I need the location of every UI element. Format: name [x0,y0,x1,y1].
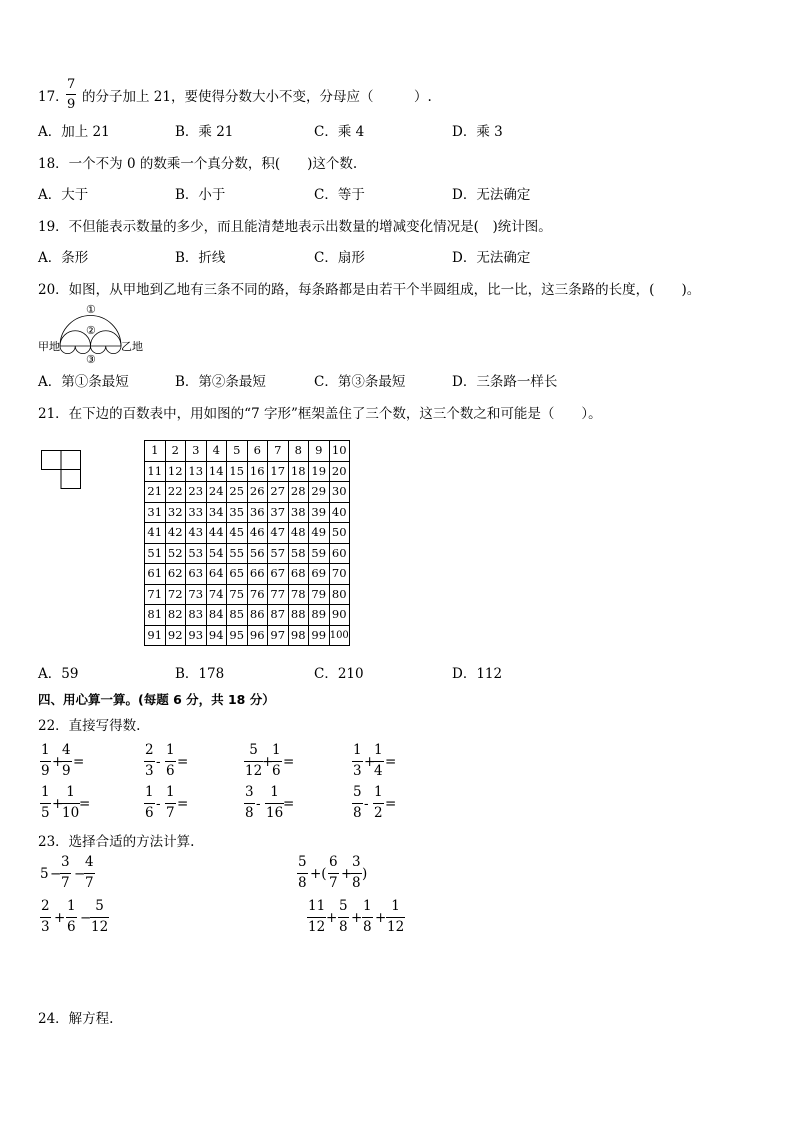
grid-cell: 100 [329,625,350,646]
equals-sign: = [283,796,295,812]
frac-numerator: 5 [249,742,258,758]
q17-text: 的分子加上 21，要使得分数大小不变，分母应（ ）. [82,89,432,105]
grid-cell: 21 [145,482,166,503]
operator: + [52,796,64,812]
section-4-title: 四、用心算一算。(每题 6 分，共 18 分） [38,692,275,707]
e2-frac3-d: 8 [352,874,361,891]
fraction-a [244,786,255,820]
frac-denominator: 12 [245,762,263,779]
frac-numerator: 1 [353,742,362,758]
frac-denominator: 3 [353,762,362,779]
grid-cell: 39 [309,502,330,523]
grid-row [145,441,350,462]
fraction-b [373,744,384,778]
q18-text: 18．一个不为 0 的数乘一个真分数，积( )这个数. [38,156,358,172]
e3-frac2 [66,900,77,934]
e1-frac1-d: 7 [61,874,70,891]
q22-text: 22．直接写得数. [38,718,141,734]
grid-cell: 17 [268,461,289,482]
frac-denominator: 3 [145,762,154,779]
grid-cell: 90 [329,605,350,626]
e2-frac1-d: 8 [298,874,307,891]
grid-cell: 91 [145,625,166,646]
grid-cell: 93 [186,625,207,646]
grid-cell: 72 [165,584,186,605]
grid-cell: 99 [309,625,330,646]
grid-cell: 86 [247,605,268,626]
frac-numerator: 5 [353,784,362,800]
grid-cell: 49 [309,523,330,544]
fraction-b [373,786,384,820]
grid-cell: 87 [268,605,289,626]
grid-cell: 25 [227,482,248,503]
equals-sign: = [385,796,397,812]
grid-cell: 62 [165,564,186,585]
grid-cell: 92 [165,625,186,646]
fig-label-end: 乙地 [121,340,143,353]
grid-cell: 18 [288,461,309,482]
grid-cell: 68 [288,564,309,585]
operator: + [52,754,64,770]
q17-option-b[interactable]: B．乘 21 [175,124,234,140]
grid-cell: 9 [309,441,330,462]
grid-cell: 80 [329,584,350,605]
e4-frac3-d: 8 [363,918,372,935]
q18-option-c[interactable]: C．等于 [314,187,365,203]
e3-frac3-n: 5 [95,898,104,914]
fig-label-start: 甲地 [38,340,60,353]
frac-denominator: 7 [166,804,175,821]
frac-numerator: 2 [145,742,154,758]
e4-frac2-d: 8 [339,918,348,935]
grid-cell: 5 [227,441,248,462]
e4-frac1-d: 12 [308,918,326,935]
grid-cell: 51 [145,543,166,564]
grid-row [145,584,350,605]
fraction-a [144,786,155,820]
grid-cell: 78 [288,584,309,605]
frac-numerator: 1 [41,742,50,758]
operator: + [262,754,274,770]
e4-frac4 [386,900,405,934]
frac-denominator: 6 [272,762,281,779]
grid-cell: 63 [186,564,207,585]
grid-cell: 22 [165,482,186,503]
operator: + [364,754,376,770]
grid-cell: 75 [227,584,248,605]
frac-denominator: 8 [245,804,254,821]
frac-denominator: 4 [374,762,383,779]
fig-label-3: ③ [86,353,96,366]
grid-cell: 73 [186,584,207,605]
frac-numerator: 1 [66,784,75,800]
grid-cell: 67 [268,564,289,585]
grid-row [145,523,350,544]
grid-cell: 58 [288,543,309,564]
grid-cell: 66 [247,564,268,585]
q19-option-b[interactable]: B．折线 [175,250,226,266]
grid-cell: 14 [206,461,227,482]
e3-frac3-d: 12 [91,918,109,935]
q21-text: 21．在下边的百数表中，用如图的“7 字形”框架盖住了三个数，这三个数之和可能是（ ）。 [38,406,602,422]
equals-sign: = [177,796,189,812]
fraction-a [244,744,263,778]
grid-cell: 48 [288,523,309,544]
grid-cell: 81 [145,605,166,626]
frac-numerator: 1 [41,784,50,800]
fraction-b [61,744,72,778]
grid-cell: 47 [268,523,289,544]
operator: - [256,796,261,812]
grid-cell: 89 [309,605,330,626]
frac-denominator: 6 [166,762,175,779]
e2-frac2-d: 7 [329,874,338,891]
e2-frac3-n: 3 [352,854,361,870]
grid-cell: 38 [288,502,309,523]
frac-denominator: 2 [374,804,383,821]
e4-frac2-n: 5 [339,898,348,914]
q17-option-c[interactable]: C．乘 4 [314,124,365,140]
frac-denominator: 9 [41,762,50,779]
grid-cell: 6 [247,441,268,462]
e1-op1: − [50,866,62,882]
grid-row [145,605,350,626]
grid-cell: 96 [247,625,268,646]
grid-cell: 95 [227,625,248,646]
e1-frac1-n: 3 [61,854,70,870]
grid-cell: 74 [206,584,227,605]
grid-row [145,543,350,564]
grid-cell: 40 [329,502,350,523]
grid-cell: 64 [206,564,227,585]
grid-cell: 94 [206,625,227,646]
grid-cell: 4 [206,441,227,462]
fraction-b [165,744,176,778]
fig-label-2: ② [86,324,96,337]
frac-numerator: 1 [166,784,175,800]
equals-sign: = [73,754,85,770]
q24-text: 24．解方程. [38,1011,114,1027]
e4-frac1-n: 11 [308,898,326,914]
e4-op1: + [326,910,338,926]
frac-denominator: 5 [41,804,50,821]
grid-cell: 46 [247,523,268,544]
fraction-a [40,744,51,778]
grid-cell: 97 [268,625,289,646]
grid-cell: 76 [247,584,268,605]
fig-label-1: ① [86,303,96,316]
equals-sign: = [283,754,295,770]
grid-cell: 30 [329,482,350,503]
grid-cell: 83 [186,605,207,626]
grid-cell: 59 [309,543,330,564]
fraction-b [61,786,80,820]
frac-numerator: 1 [374,742,383,758]
q17-number: 17． [38,89,69,105]
grid-cell: 32 [165,502,186,523]
e4-frac4-n: 1 [391,898,400,914]
grid-cell: 45 [227,523,248,544]
grid-row [145,502,350,523]
q18-option-b[interactable]: B．小于 [175,187,226,203]
fraction-a [352,744,363,778]
e4-frac1 [307,900,326,934]
e2-frac1 [297,856,308,890]
frac-numerator: 1 [374,784,383,800]
e2-op1: +( [310,866,327,882]
q17-fraction [66,78,76,111]
e3-op1: + [54,910,66,926]
e1-frac2-d: 7 [85,874,94,891]
fraction-b [265,786,284,820]
grid-cell: 53 [186,543,207,564]
hundred-table [144,440,350,646]
grid-cell: 20 [329,461,350,482]
grid-cell: 84 [206,605,227,626]
grid-cell: 54 [206,543,227,564]
grid-cell: 52 [165,543,186,564]
frac-numerator: 4 [62,742,71,758]
frac-numerator: 3 [245,784,254,800]
q19-option-c[interactable]: C．扇形 [314,250,365,266]
grid-row [145,625,350,646]
q20-option-b[interactable]: B．第②条最短 [175,374,266,390]
e4-frac4-d: 12 [387,918,405,935]
e3-frac1 [40,900,51,934]
e2-op2: + [341,866,353,882]
e4-op3: + [375,910,387,926]
frac-denominator: 8 [353,804,362,821]
e1-frac2-n: 4 [85,854,94,870]
e3-frac2-d: 6 [67,918,76,935]
grid-cell: 28 [288,482,309,503]
grid-cell: 2 [165,441,186,462]
e3-op2: − [80,910,92,926]
q21-option-c[interactable]: C．210 [314,666,364,682]
q20-semicircle-figure [36,304,146,368]
frac-numerator: 1 [145,784,154,800]
grid-cell: 71 [145,584,166,605]
grid-cell: 88 [288,605,309,626]
grid-cell: 65 [227,564,248,585]
grid-cell: 31 [145,502,166,523]
e3-frac2-n: 1 [67,898,76,914]
frac-denominator: 10 [62,804,80,821]
frac-numerator: 1 [270,784,279,800]
grid-cell: 7 [268,441,289,462]
grid-cell: 41 [145,523,166,544]
grid-cell: 26 [247,482,268,503]
grid-cell: 35 [227,502,248,523]
e4-frac2 [338,900,349,934]
operator: - [364,796,369,812]
e3-frac1-n: 2 [41,898,50,914]
q21-option-b[interactable]: B．178 [175,666,225,682]
q17-frac-denominator: 9 [66,94,76,111]
grid-cell: 24 [206,482,227,503]
grid-cell: 36 [247,502,268,523]
e2-frac2 [328,856,339,890]
e4-frac3 [362,900,373,934]
fraction-a [352,786,363,820]
fraction-a [144,744,155,778]
frac-denominator: 9 [62,762,71,779]
q20-option-a[interactable]: A．第①条最短 [38,374,129,390]
q19-option-a[interactable]: A．条形 [38,250,89,266]
grid-cell: 27 [268,482,289,503]
grid-cell: 61 [145,564,166,585]
e2-close: ) [362,866,368,882]
grid-cell: 77 [268,584,289,605]
operator: - [156,754,161,770]
grid-cell: 60 [329,543,350,564]
frac-numerator: 1 [166,742,175,758]
q23-text: 23．选择合适的方法计算. [38,834,195,850]
grid-cell: 29 [309,482,330,503]
grid-cell: 10 [329,441,350,462]
grid-cell: 16 [247,461,268,482]
grid-cell: 15 [227,461,248,482]
grid-cell: 56 [247,543,268,564]
e4-frac3-n: 1 [363,898,372,914]
grid-cell: 85 [227,605,248,626]
e1-frac2 [84,856,95,890]
e2-frac3 [351,856,362,890]
grid-cell: 34 [206,502,227,523]
q18-option-a[interactable]: A．大于 [38,187,89,203]
grid-row [145,564,350,585]
fraction-b [165,786,176,820]
grid-cell: 69 [309,564,330,585]
q19-text: 19．不但能表示数量的多少，而且能清楚地表示出数量的增减变化情况是( )统计图。 [38,219,552,235]
grid-cell: 55 [227,543,248,564]
q17-frac-numerator: 7 [67,77,76,92]
operator: - [156,796,161,812]
q21-option-a[interactable]: A．59 [38,666,79,682]
grid-cell: 57 [268,543,289,564]
q17-option-d[interactable]: D．乘 3 [452,124,503,140]
grid-cell: 13 [186,461,207,482]
equals-sign: = [177,754,189,770]
e3-frac1-d: 3 [41,918,50,935]
e2-frac2-n: 6 [329,854,338,870]
grid-cell: 1 [145,441,166,462]
frac-denominator: 6 [145,804,154,821]
grid-row [145,482,350,503]
grid-cell: 8 [288,441,309,462]
grid-cell: 43 [186,523,207,544]
frac-numerator: 1 [272,742,281,758]
q21-option-d[interactable]: D．112 [452,666,503,682]
q18-option-d[interactable]: D．无法确定 [452,187,531,203]
grid-cell: 23 [186,482,207,503]
grid-cell: 11 [145,461,166,482]
grid-cell: 82 [165,605,186,626]
grid-cell: 70 [329,564,350,585]
seven-shape-icon [41,450,82,490]
grid-cell: 98 [288,625,309,646]
e1-frac1 [60,856,71,890]
frac-denominator: 16 [266,804,284,821]
e1-op2: − [74,866,86,882]
grid-cell: 50 [329,523,350,544]
q19-option-d[interactable]: D．无法确定 [452,250,531,266]
grid-row [145,461,350,482]
equals-sign: = [385,754,397,770]
q20-option-c[interactable]: C．第③条最短 [314,374,406,390]
grid-cell: 3 [186,441,207,462]
e2-frac1-n: 5 [298,854,307,870]
q20-option-d[interactable]: D．三条路一样长 [452,374,558,390]
e3-frac3 [90,900,109,934]
fraction-a [40,786,51,820]
grid-cell: 42 [165,523,186,544]
grid-cell: 19 [309,461,330,482]
e1-lead: 5 [40,866,49,882]
seven-shape-frame [41,450,81,490]
q20-text: 20．如图，从甲地到乙地有三条不同的路，每条路都是由若干个半圆组成，比一比，这三条路的长度，( )。 [38,282,701,298]
grid-cell: 37 [268,502,289,523]
equals-sign: = [79,796,91,812]
e4-op2: + [351,910,363,926]
fraction-b [271,744,282,778]
grid-cell: 12 [165,461,186,482]
grid-cell: 33 [186,502,207,523]
grid-cell: 79 [309,584,330,605]
grid-cell: 44 [206,523,227,544]
q17-option-a[interactable]: A．加上 21 [38,124,110,140]
